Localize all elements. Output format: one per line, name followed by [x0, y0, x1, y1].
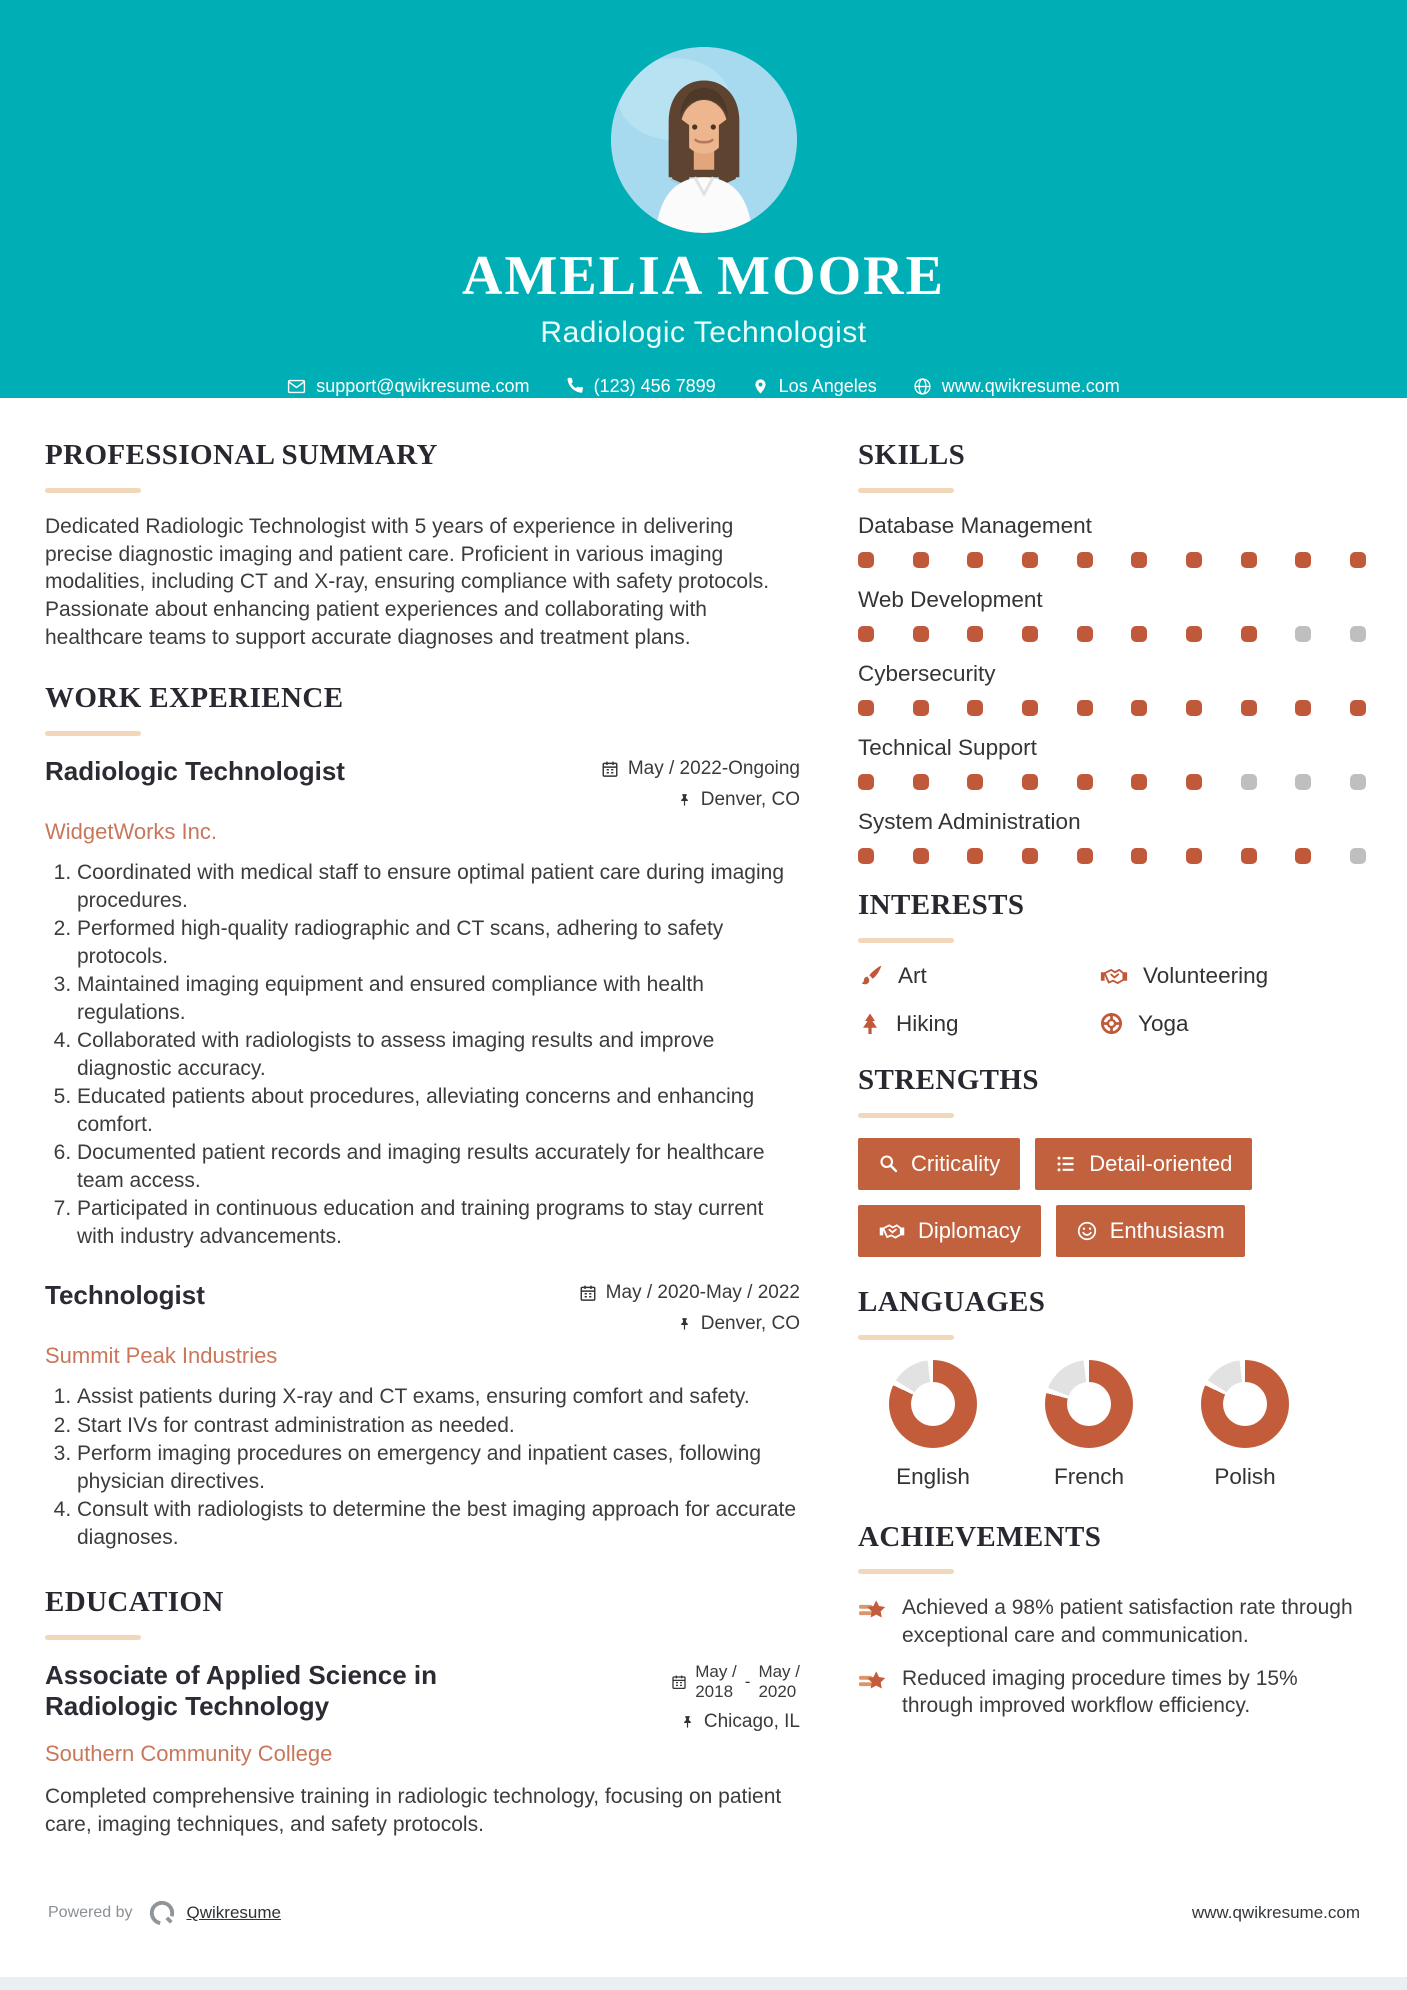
avatar — [611, 47, 797, 233]
section-strengths — [858, 1065, 1366, 1257]
job-company: Summit Peak Industries — [45, 1343, 278, 1369]
skill-rating-dot — [1241, 700, 1257, 716]
handshake-icon — [1099, 964, 1129, 988]
education-school: Southern Community College — [45, 1741, 333, 1767]
pushpin-icon — [680, 1713, 695, 1731]
skill-item — [858, 661, 1366, 716]
skill-label: Technical Support — [858, 734, 1037, 760]
contact-location-text: Los Angeles — [778, 375, 877, 396]
section-heading: WORK EXPERIENCE — [45, 682, 344, 715]
contact-phone-text: (123) 456 7899 — [593, 375, 716, 396]
pushpin-icon — [677, 1315, 692, 1333]
skill-rating-dot — [1241, 552, 1257, 568]
job-bullet-list — [45, 1383, 800, 1551]
skill-rating-dot — [1295, 774, 1311, 790]
date-month: May / — [758, 1662, 800, 1682]
interest-label: Art — [898, 962, 927, 988]
skill-item — [858, 587, 1366, 642]
language-donut-chart — [1045, 1360, 1133, 1448]
contact-email-text: support@qwikresume.com — [316, 375, 530, 396]
interest-label: Hiking — [896, 1010, 959, 1036]
interest-label: Volunteering — [1143, 962, 1269, 988]
language-label: Polish — [1214, 1463, 1276, 1489]
section-heading: PROFESSIONAL SUMMARY — [45, 439, 438, 471]
skill-rating-dot — [1022, 626, 1038, 642]
pushpin-icon — [677, 791, 692, 809]
achievement-text: Achieved a 98% patient satisfaction rate through exceptional care and communication. — [902, 1596, 1353, 1647]
section-skills — [858, 440, 1366, 864]
skill-rating-dot — [913, 552, 929, 568]
skill-rating-dot — [858, 626, 874, 642]
skill-rating-dot — [1131, 848, 1147, 864]
page-bottom-strip — [0, 1977, 1407, 1990]
candidate-name: AMELIA MOORE — [462, 245, 945, 307]
search-icon — [878, 1153, 899, 1174]
skill-rating-dot — [967, 848, 983, 864]
job-bullet: 6. Documented patient records and imaging results accurately for healthcare team access. — [77, 1139, 800, 1194]
wheel-icon — [1099, 1011, 1124, 1036]
job-dates — [601, 758, 800, 780]
job-bullet: 4. Collaborated with radiologists to assess imaging results and improve diagnostic accuracy. — [77, 1027, 800, 1082]
skill-rating-dot — [1022, 552, 1038, 568]
skill-rating-dot — [1350, 700, 1366, 716]
job-dates — [579, 1282, 800, 1304]
skill-rating-dot — [1350, 848, 1366, 864]
skill-rating-dot — [967, 700, 983, 716]
interest-label: Yoga — [1138, 1010, 1189, 1036]
section-work-experience — [45, 683, 800, 1551]
strength-chip — [1035, 1138, 1252, 1190]
section-heading: LANGUAGES — [858, 1285, 1046, 1318]
section-heading: INTERESTS — [858, 888, 1025, 921]
job-bullet: 4. Consult with radiologists to determine the best imaging approach for accurate diagnoses. — [77, 1496, 800, 1551]
skill-rating-dot — [858, 774, 874, 790]
skill-rating-dot — [1241, 626, 1257, 642]
right-column — [858, 440, 1366, 1839]
heading-underline — [858, 1335, 954, 1340]
header — [0, 0, 1407, 398]
section-heading: STRENGTHS — [858, 1063, 1039, 1096]
handshake-icon — [878, 1220, 906, 1242]
skill-rating-dot — [913, 848, 929, 864]
job-bullet: 7. Participated in continuous education and training programs to stay current with industry advancements. — [77, 1195, 800, 1250]
education-description: Completed comprehensive training in radiologic technology, focusing on patient care, imaging techniques, and safety protocols. — [45, 1785, 782, 1837]
skill-rating-dot — [1077, 848, 1093, 864]
list-icon — [1055, 1154, 1077, 1174]
skill-rating-dot — [967, 552, 983, 568]
skill-label: Web Development — [858, 586, 1043, 612]
degree-title: Associate of Applied Science in Radiologic Technology — [45, 1660, 438, 1721]
section-achievements — [858, 1522, 1366, 1720]
skill-rating-dot — [858, 848, 874, 864]
skill-rating-dot — [1077, 626, 1093, 642]
skill-rating — [858, 552, 1366, 568]
section-heading: ACHIEVEMENTS — [858, 1520, 1102, 1553]
skill-rating-dot — [1077, 700, 1093, 716]
calendar-icon — [671, 1674, 687, 1690]
interest-item — [1099, 963, 1366, 989]
contact-phone[interactable] — [566, 376, 716, 397]
education-date-start — [695, 1662, 737, 1702]
education-dates — [671, 1662, 800, 1702]
heading-underline — [858, 938, 954, 943]
skill-item — [858, 735, 1366, 790]
skill-item — [858, 809, 1366, 864]
strength-label: Enthusiasm — [1109, 1217, 1225, 1243]
job-company: WidgetWorks Inc. — [45, 819, 217, 845]
qwikresume-link[interactable]: Qwikresume — [186, 1903, 281, 1922]
powered-by-text: Powered by — [48, 1904, 133, 1921]
award-star-icon — [858, 1667, 888, 1695]
skill-rating-dot — [1022, 700, 1038, 716]
section-heading: SKILLS — [858, 439, 966, 471]
skill-rating-dot — [1186, 626, 1202, 642]
job-location-text: Denver, CO — [700, 1313, 800, 1335]
strength-chip — [858, 1138, 1020, 1190]
skill-rating-dot — [1131, 774, 1147, 790]
skill-rating-dot — [1241, 848, 1257, 864]
job-location-text: Denver, CO — [700, 789, 800, 811]
contact-website[interactable] — [913, 376, 1120, 397]
skill-label: Cybersecurity — [858, 660, 996, 686]
skill-rating-dot — [1022, 848, 1038, 864]
language-item — [1170, 1360, 1320, 1490]
section-professional-summary — [45, 440, 800, 651]
skill-rating-dot — [1022, 774, 1038, 790]
interest-item — [1099, 1011, 1366, 1037]
interest-item — [858, 1011, 1099, 1037]
job-dates-text: May / 2022-Ongoing — [627, 758, 800, 780]
strength-label: Diplomacy — [918, 1217, 1021, 1243]
skill-item — [858, 513, 1366, 568]
job-bullet: 5. Educated patients about procedures, alleviating concerns and enhancing comfort. — [77, 1083, 800, 1138]
left-column — [45, 440, 800, 1839]
summary-text: Dedicated Radiologic Technologist with 5 years of experience in delivering precise diagnostic imaging and patient care. Proficient in various imaging modalities, including CT and X-ray, ensuring compliance with safety protocols. Passionate about enhancing patient experiences and collaborating with healthcare teams to support accurate diagnoses and treatment plans. — [45, 514, 770, 649]
achievement-item — [858, 1594, 1366, 1649]
phone-icon — [566, 377, 584, 395]
language-label: English — [896, 1463, 970, 1489]
heading-underline — [858, 1569, 954, 1574]
skill-rating — [858, 626, 1366, 642]
skill-rating-dot — [858, 700, 874, 716]
heading-underline — [858, 488, 954, 493]
profile-photo-illustration — [611, 47, 797, 233]
job-bullet-list — [45, 859, 800, 1250]
interest-item — [858, 963, 1099, 989]
skill-rating — [858, 774, 1366, 790]
map-pin-icon — [752, 377, 769, 396]
section-languages — [858, 1287, 1366, 1490]
skill-rating-dot — [1295, 626, 1311, 642]
date-year: 2020 — [758, 1682, 797, 1702]
language-label: French — [1053, 1463, 1125, 1489]
calendar-icon — [601, 760, 619, 778]
language-donut-chart — [1201, 1360, 1289, 1448]
skill-rating-dot — [1077, 774, 1093, 790]
skill-rating-dot — [1131, 626, 1147, 642]
footer-website[interactable]: www.qwikresume.com — [1191, 1903, 1360, 1922]
job-dates-text: May / 2020-May / 2022 — [605, 1282, 800, 1304]
skill-rating-dot — [1350, 552, 1366, 568]
heading-underline — [45, 731, 141, 736]
skill-label: Database Management — [858, 512, 1092, 538]
contact-location — [752, 376, 877, 397]
calendar-icon — [579, 1284, 597, 1302]
skill-rating-dot — [967, 774, 983, 790]
section-interests — [858, 890, 1366, 1037]
skill-rating — [858, 700, 1366, 716]
job-title: Technologist — [45, 1280, 205, 1311]
skill-rating-dot — [1186, 552, 1202, 568]
job-bullet: 2. Performed high-quality radiographic and CT scans, adhering to safety protocols. — [77, 915, 800, 970]
job-bullet: 2. Start IVs for contrast administration as needed. — [77, 1412, 800, 1440]
language-item — [858, 1360, 1008, 1490]
date-month: May / — [695, 1662, 737, 1682]
skill-rating-dot — [913, 774, 929, 790]
education-location — [680, 1711, 800, 1733]
skill-rating-dot — [858, 552, 874, 568]
paintbrush-icon — [858, 963, 884, 989]
skill-rating-dot — [913, 626, 929, 642]
skill-rating-dot — [1186, 774, 1202, 790]
date-year: 2018 — [695, 1682, 734, 1702]
skill-rating-dot — [1186, 700, 1202, 716]
strength-chip — [1056, 1205, 1245, 1257]
strength-label: Criticality — [911, 1150, 1001, 1176]
strength-label: Detail-oriented — [1089, 1150, 1233, 1176]
skill-label: System Administration — [858, 808, 1081, 834]
skill-rating-dot — [1241, 774, 1257, 790]
heading-underline — [45, 488, 141, 493]
award-star-icon — [858, 1596, 888, 1624]
job-bullet: 3. Maintained imaging equipment and ensured compliance with health regulations. — [77, 971, 800, 1026]
job-location — [677, 1313, 800, 1335]
skill-rating-dot — [1131, 552, 1147, 568]
skill-rating-dot — [1186, 848, 1202, 864]
contact-website-text: www.qwikresume.com — [941, 375, 1120, 396]
skill-rating-dot — [1350, 626, 1366, 642]
contact-row — [0, 376, 1407, 397]
achievement-item — [858, 1665, 1366, 1720]
job-bullet: 3. Perform imaging procedures on emergency and inpatient cases, following physician directives. — [77, 1440, 800, 1495]
skill-rating-dot — [913, 700, 929, 716]
job-bullet: 1. Assist patients during X-ray and CT exams, ensuring comfort and safety. — [77, 1383, 800, 1411]
education-date-end — [758, 1662, 800, 1702]
globe-icon — [913, 377, 932, 396]
section-education — [45, 1587, 800, 1838]
skill-rating-dot — [967, 626, 983, 642]
skill-rating-dot — [1077, 552, 1093, 568]
skill-rating — [858, 848, 1366, 864]
candidate-title: Radiologic Technologist — [540, 315, 867, 349]
job-entry — [45, 1280, 800, 1551]
education-location-text: Chicago, IL — [703, 1711, 800, 1733]
job-entry — [45, 756, 800, 1250]
footer — [48, 1898, 1360, 1928]
skill-rating-dot — [1295, 848, 1311, 864]
skill-rating-dot — [1350, 774, 1366, 790]
job-location — [677, 789, 800, 811]
skill-rating-dot — [1295, 700, 1311, 716]
language-donut-chart — [889, 1360, 977, 1448]
heading-underline — [45, 1635, 141, 1640]
contact-email[interactable] — [287, 376, 529, 397]
pine-tree-icon — [858, 1011, 882, 1037]
qwikresume-logo-icon — [147, 1898, 177, 1928]
achievement-text: Reduced imaging procedure times by 15% through improved workflow efficiency. — [902, 1667, 1298, 1718]
skill-rating-dot — [1131, 700, 1147, 716]
language-item — [1014, 1360, 1164, 1490]
date-separator: - — [744, 1672, 751, 1692]
envelope-icon — [287, 377, 306, 396]
heading-underline — [858, 1113, 954, 1118]
smiley-icon — [1076, 1220, 1098, 1242]
job-title: Radiologic Technologist — [45, 756, 345, 787]
job-bullet: 1. Coordinated with medical staff to ensure optimal patient care during imaging procedures. — [77, 859, 800, 914]
skill-rating-dot — [1295, 552, 1311, 568]
main-content — [0, 398, 1407, 1839]
strength-chip — [858, 1205, 1041, 1257]
section-heading: EDUCATION — [45, 1586, 224, 1619]
